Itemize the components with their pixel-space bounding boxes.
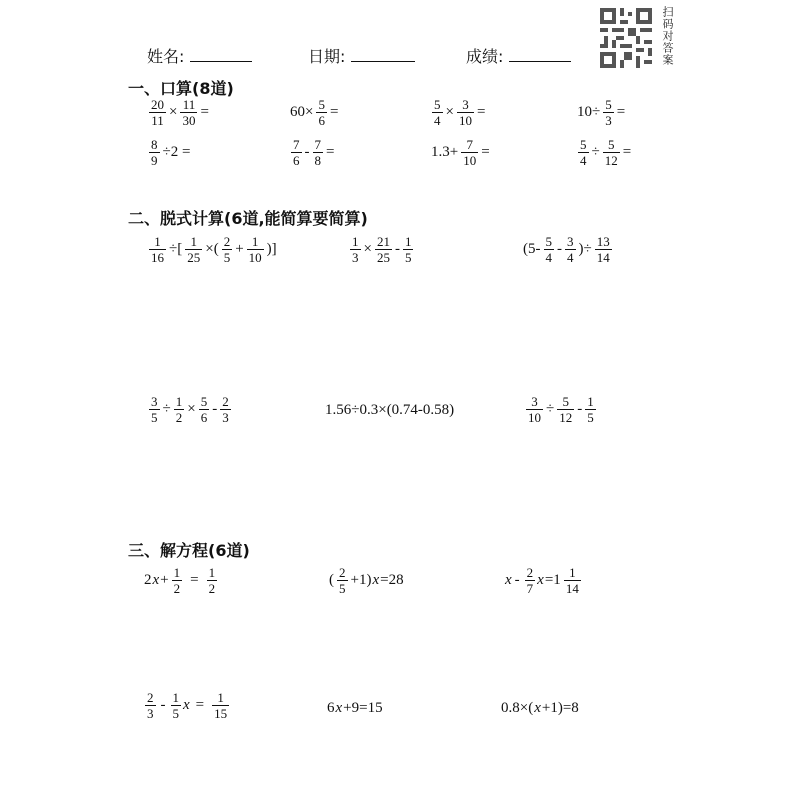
operator: +: [160, 572, 169, 588]
numerator: 1: [190, 234, 197, 249]
s2-question-1: [147, 234, 278, 265]
section-title-equations: 三、解方程(6道): [128, 541, 250, 560]
numerator: 1: [154, 234, 161, 249]
expression-text: 60×: [290, 104, 314, 120]
fraction: [564, 565, 581, 596]
numerator: 8: [151, 137, 158, 152]
numerator: 3: [151, 394, 158, 409]
denominator: 10: [458, 113, 472, 128]
numerator: 1: [352, 234, 359, 249]
fraction: [337, 565, 348, 596]
variable-x: x: [537, 572, 544, 588]
fraction: [350, 234, 361, 265]
date-label: [308, 44, 415, 67]
operator: -: [160, 697, 166, 713]
fraction: [180, 97, 197, 128]
operator: (: [329, 572, 334, 588]
equals-sign: =: [190, 572, 199, 588]
operator: ×: [363, 241, 372, 257]
fraction: [565, 234, 576, 265]
operator: ÷: [591, 144, 600, 160]
s3-equation-3: [505, 565, 583, 596]
s1-question-8: [576, 137, 632, 168]
numerator: 1: [404, 234, 412, 249]
denominator: 14: [596, 250, 610, 265]
variable-x: x: [372, 572, 380, 588]
fraction: [171, 690, 182, 721]
expression-text: 0.8×(: [501, 700, 534, 716]
denominator: 3: [222, 410, 229, 425]
fraction: [149, 394, 160, 425]
denominator: 15: [214, 706, 228, 721]
operator: ÷: [162, 401, 171, 417]
fraction: [222, 234, 233, 265]
expression-text: +1)=8: [541, 700, 579, 716]
denominator: 3: [352, 250, 359, 265]
numerator: 5: [580, 137, 587, 152]
numerator: 1: [173, 565, 181, 580]
fraction: [585, 394, 596, 425]
operator: -: [577, 401, 583, 417]
denominator: 6: [200, 410, 208, 425]
operator: -: [304, 144, 310, 160]
numerator: 1: [217, 690, 224, 705]
denominator: 2: [208, 581, 216, 596]
fraction: [526, 394, 543, 425]
expression-text: 1.3+: [431, 144, 459, 160]
expression-text: 2: [144, 572, 152, 588]
numerator: 1: [587, 394, 594, 409]
expression-text: =1: [544, 572, 561, 588]
operator: ×: [445, 104, 454, 120]
denominator: 10: [248, 250, 262, 265]
qr-code-icon: [600, 8, 652, 68]
denominator: 4: [580, 153, 587, 168]
s3-equation-4: [143, 690, 231, 721]
equals-sign: =: [329, 104, 339, 120]
section-title-mental-math: 一、口算(8道): [128, 79, 234, 98]
variable-x: x: [335, 700, 343, 716]
expression-text: 10÷: [577, 104, 601, 120]
denominator: 12: [559, 410, 573, 425]
s1-question-5: [147, 137, 191, 168]
variable-x: x: [505, 572, 512, 588]
denominator: 3: [605, 113, 612, 128]
date-blank[interactable]: [351, 47, 415, 62]
denominator: 9: [151, 153, 158, 168]
operator: ×: [169, 104, 178, 120]
numerator: 3: [462, 97, 469, 112]
equals-sign: =: [476, 104, 486, 120]
numerator: 13: [596, 234, 610, 249]
s2-question-2: [348, 234, 415, 265]
numerator: 5: [562, 394, 569, 409]
name-label-text: 姓名:: [147, 47, 185, 66]
operator: -: [514, 572, 520, 588]
numerator: 20: [151, 97, 164, 112]
fraction: [432, 97, 443, 128]
fraction: [403, 234, 414, 265]
denominator: 12: [604, 153, 618, 168]
numerator: 7: [466, 137, 473, 152]
equals-sign: =: [195, 697, 205, 713]
denominator: 4: [434, 113, 441, 128]
operator: (5-: [523, 241, 541, 257]
fraction: [457, 97, 474, 128]
denominator: 25: [187, 250, 201, 265]
s3-equation-1: [143, 565, 219, 596]
numerator: 11: [182, 97, 196, 112]
s3-equation-5: [326, 700, 384, 717]
denominator: 5: [151, 410, 158, 425]
s3-equation-6: [500, 700, 580, 717]
fraction: [316, 97, 327, 128]
operator: )÷: [578, 241, 592, 257]
fraction: [149, 137, 160, 168]
qr-caption: 扫码对答案: [661, 6, 674, 66]
fraction: [149, 234, 166, 265]
denominator: 4: [545, 250, 552, 265]
operator: )]: [266, 241, 277, 257]
operator: ÷[: [169, 241, 183, 257]
section-title-stepwise: 二、脱式计算(6道,能简算要简算): [128, 209, 368, 228]
fraction: [172, 565, 183, 596]
fraction: [220, 394, 231, 425]
denominator: 4: [567, 250, 574, 265]
fraction: [212, 690, 229, 721]
fraction: [185, 234, 202, 265]
denominator: 2: [173, 581, 181, 596]
fraction: [375, 234, 392, 265]
numerator: 1: [172, 690, 179, 705]
fraction: [603, 137, 620, 168]
fraction: [291, 137, 302, 168]
denominator: 8: [314, 153, 321, 168]
denominator: 6: [318, 113, 325, 128]
denominator: 14: [565, 581, 579, 596]
s1-question-7: [430, 137, 491, 168]
s1-question-2: [289, 97, 339, 128]
denominator: 2: [175, 410, 183, 425]
s2-question-6: [524, 394, 598, 425]
denominator: 25: [376, 250, 390, 265]
numerator: 7: [314, 137, 321, 152]
denominator: 11: [151, 113, 164, 128]
numerator: 5: [605, 97, 612, 112]
equals-sign: =: [622, 144, 632, 160]
operator: -: [557, 241, 562, 257]
fraction: [313, 137, 324, 168]
numerator: 5: [607, 137, 615, 152]
expression-text: 1.56÷0.3×(0.74-0.58): [325, 402, 455, 418]
fraction: [595, 234, 612, 265]
expression-text: 6: [327, 700, 335, 716]
numerator: 5: [545, 234, 552, 249]
expression-text: +1): [350, 572, 372, 588]
expression-text: ÷2 =: [162, 144, 191, 160]
operator: ×(: [205, 241, 219, 257]
denominator: 5: [587, 410, 594, 425]
numerator: 21: [376, 234, 390, 249]
numerator: 3: [567, 234, 574, 249]
denominator: 16: [151, 250, 164, 265]
numerator: 1: [208, 565, 216, 580]
numerator: 2: [339, 565, 346, 580]
s2-question-5: [324, 402, 455, 419]
numerator: 7: [293, 137, 300, 152]
denominator: 10: [463, 153, 477, 168]
denominator: 6: [293, 153, 300, 168]
equals-sign: =: [326, 144, 335, 160]
name-blank[interactable]: [190, 47, 252, 62]
numerator: 5: [318, 97, 325, 112]
date-label-text: 日期:: [308, 47, 346, 66]
numerator: 2: [147, 690, 154, 705]
denominator: 5: [172, 706, 179, 721]
numerator: 3: [531, 394, 538, 409]
operator: +: [235, 241, 244, 257]
numerator: 1: [569, 565, 576, 580]
numerator: 1: [175, 394, 183, 409]
denominator: 10: [528, 410, 541, 425]
name-label: [147, 44, 252, 67]
numerator: 2: [526, 565, 534, 580]
denominator: 5: [339, 581, 346, 596]
numerator: 5: [434, 97, 441, 112]
score-label-text: 成绩:: [466, 47, 504, 66]
variable-x: x: [183, 697, 190, 713]
fraction: [207, 565, 218, 596]
numerator: 2: [222, 394, 229, 409]
expression-text: =28: [380, 572, 404, 588]
equals-sign: =: [200, 104, 209, 120]
s1-question-6: [289, 137, 335, 168]
s1-question-3: [430, 97, 486, 128]
s3-equation-2: [328, 565, 405, 596]
operator: ×: [187, 401, 196, 417]
operator: ÷: [546, 401, 555, 417]
fraction: [247, 234, 264, 265]
variable-x: x: [152, 572, 160, 588]
score-blank[interactable]: [509, 47, 571, 62]
fraction: [199, 394, 210, 425]
operator: -: [212, 401, 218, 417]
denominator: 3: [147, 706, 154, 721]
fraction: [174, 394, 185, 425]
fraction: [145, 690, 156, 721]
expression-text: +9=15: [343, 700, 383, 716]
numerator: 1: [251, 234, 259, 249]
fraction: [603, 97, 614, 128]
fraction: [461, 137, 478, 168]
score-label: [466, 44, 571, 67]
denominator: 5: [404, 250, 412, 265]
equals-sign: =: [481, 144, 490, 160]
numerator: 5: [200, 394, 208, 409]
fraction: [544, 234, 555, 265]
fraction: [578, 137, 589, 168]
s2-question-4: [147, 394, 233, 425]
denominator: 5: [223, 250, 231, 265]
s1-question-1: [147, 97, 210, 128]
fraction: [525, 565, 536, 596]
equals-sign: =: [616, 104, 626, 120]
fraction: [557, 394, 574, 425]
s1-question-4: [576, 97, 626, 128]
denominator: 30: [182, 113, 196, 128]
numerator: 2: [223, 234, 231, 249]
operator: -: [394, 241, 400, 257]
fraction: [149, 97, 166, 128]
variable-x: x: [534, 700, 541, 716]
s2-question-3: [522, 234, 614, 265]
denominator: 7: [526, 581, 534, 596]
